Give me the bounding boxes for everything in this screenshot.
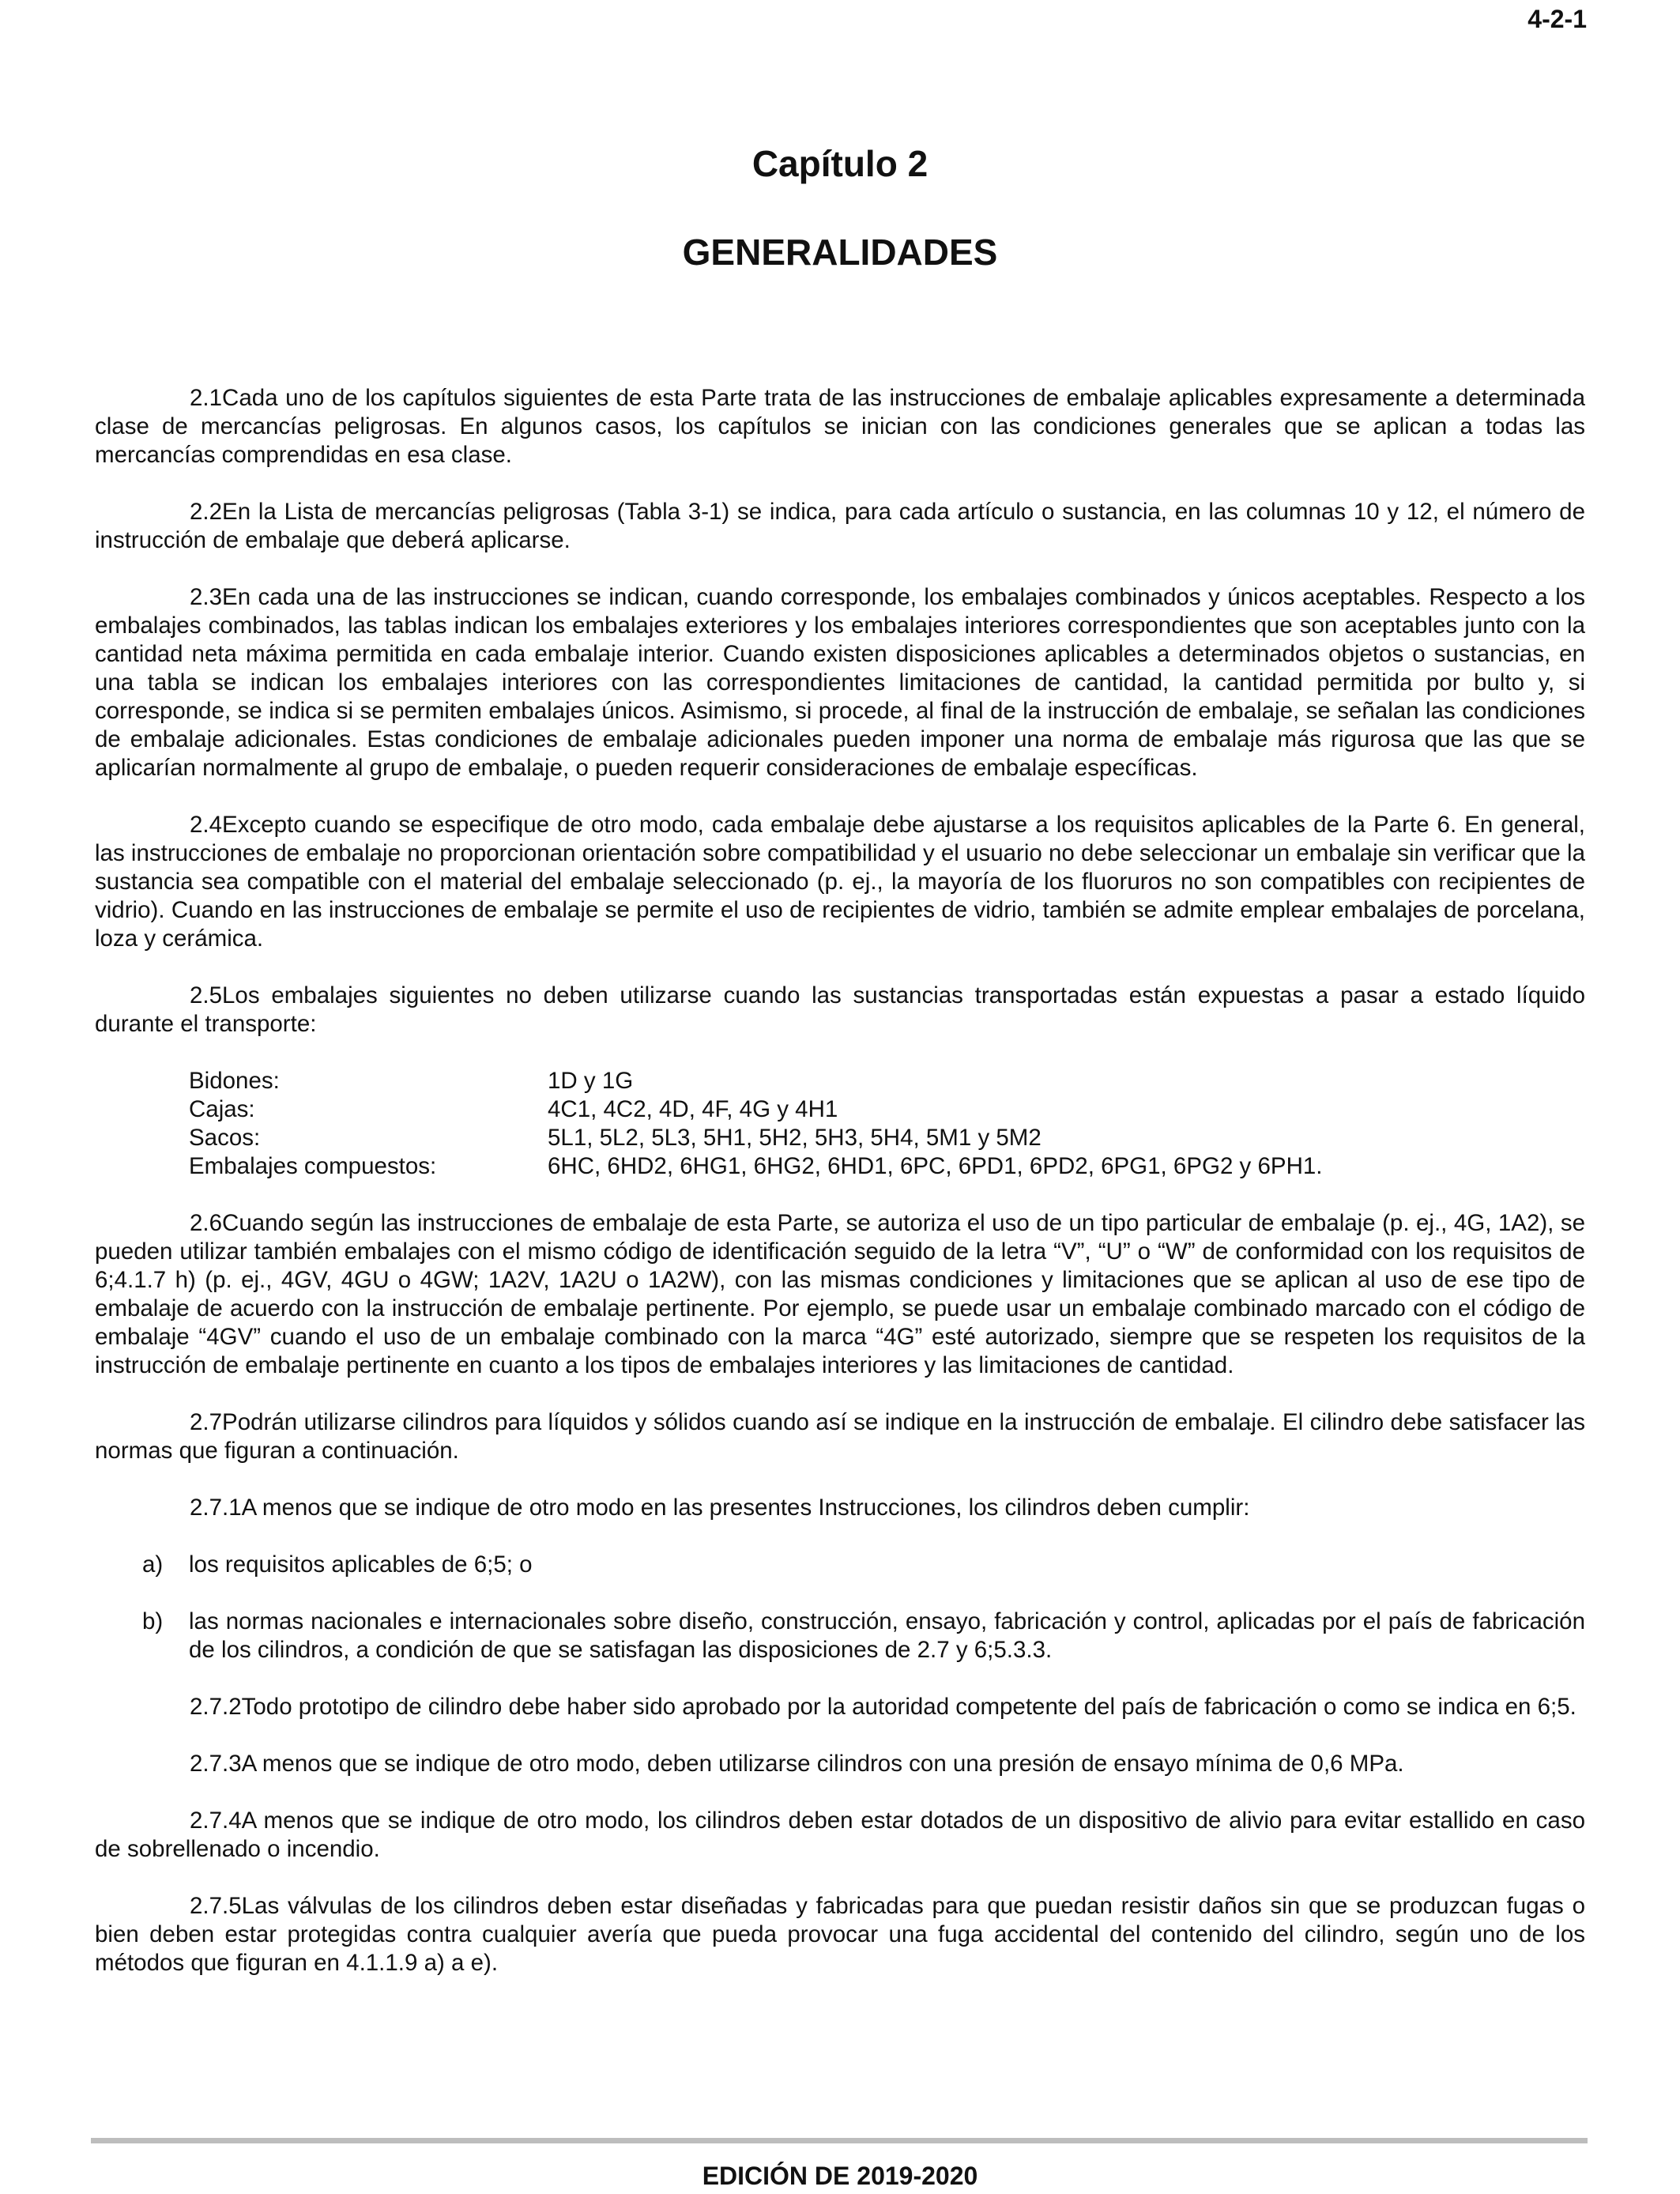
paragraph-text: Cuando según las instrucciones de embalaje de esta Parte, se autoriza el uso de un tipo particular de embalaje (p. ej., 4G, 1A2), se pueden utilizar también embalajes con el mismo código de identificación seguido de la letra “V”, “U” o “W” de conformidad con los requisitos de 6;4.1.7 h) (p. ej., 4GV, 4GU o 4GW; 1A2V, 1A2U o 1A2W), con las mismas condiciones y limitaciones que se aplican al uso de ese tipo de embalaje de acuerdo con la instrucción de embalaje pertinente. Por ejemplo, se puede usar un embalaje combinado marcado con el código de embalaje “4GV” cuando el uso de un embalaje combinado con la marca “4G” esté autorizado, siempre que se respeten los requisitos de la instrucción de embalaje pertinente en cuanto a los tipos de embalajes interiores y las limitaciones de cantidad. [95,1210,1585,1378]
paragraph-number: 2.6 [190,1210,223,1236]
document-body [95,384,1585,2006]
paragraph-2-7-1 [95,1494,1585,1522]
packaging-codes: 6HC, 6HD2, 6HG1, 6HG2, 6HD1, 6PC, 6PD1, 6PD2, 6PG1, 6PG2 y 6PH1. [548,1153,1323,1179]
list-item [189,1067,1323,1095]
list-item [189,1124,1323,1152]
paragraph-2-7-2 [95,1693,1585,1721]
paragraph-2-6 [95,1209,1585,1380]
paragraph-number: 2.5 [190,982,223,1008]
page-number: 4-2-1 [1527,5,1587,33]
footer-edition: EDICIÓN DE 2019-2020 [702,2162,978,2190]
item-marker: a) [142,1551,164,1578]
paragraph-number: 2.1 [190,385,223,411]
paragraph-2-5 [95,982,1585,1039]
paragraph-2-7-3 [95,1750,1585,1778]
packaging-codes: 5L1, 5L2, 5L3, 5H1, 5H2, 5H3, 5H4, 5M1 y 5M2 [548,1125,1042,1151]
footer-divider [91,2138,1588,2143]
item-text: las normas nacionales e internacionales sobre diseño, construcción, ensayo, fabricación y control, aplicadas por el país de fabricación de los cilindros, a condición de que se satisfagan las disposiciones de 2.7 y 6;5.3.3. [189,1608,1585,1663]
paragraph-text: En la Lista de mercancías peligrosas (Tabla 3-1) se indica, para cada artículo o sustancia, en las columnas 10 y 12, el número de instrucción de embalaje que deberá aplicarse. [95,499,1585,553]
packaging-codes: 4C1, 4C2, 4D, 4F, 4G y 4H1 [548,1096,838,1122]
list-item-a [95,1551,1585,1579]
packaging-label: Sacos: [189,1125,261,1151]
paragraph-2-1 [95,384,1585,469]
paragraph-number: 2.3 [190,584,223,610]
paragraph-text: Las válvulas de los cilindros deben estar diseñadas y fabricadas para que puedan resistir daños sin que se produzcan fugas o bien deben estar protegidas contra cualquier avería que pueda provocar una fuga accidental del contenido del cilindro, según uno de los métodos que figuran en 4.1.1.9 a) a e). [95,1893,1585,1976]
paragraph-2-7-4 [95,1807,1585,1864]
paragraph-text: Cada uno de los capítulos siguientes de esta Parte trata de las instrucciones de embalaje aplicables expresamente a determinada clase de mercancías peligrosas. En algunos casos, los capítulos se inician con las condiciones generales que se aplican a todas las mercancías comprendidas en esa clase. [95,385,1585,468]
paragraph-number: 2.2 [190,499,223,525]
chapter-title: Capítulo 2 [751,143,929,184]
paragraph-text: Todo prototipo de cilindro debe haber sido aprobado por la autoridad competente del país de fabricación o como se indica en 6;5. [241,1694,1576,1720]
paragraph-number: 2.7.4 [190,1808,242,1834]
list-item-b [95,1608,1585,1664]
paragraph-2-2 [95,498,1585,555]
paragraph-text: Los embalajes siguientes no deben utilizarse cuando las sustancias transportadas están expuestas a pasar a estado líquido durante el transporte: [95,982,1585,1037]
paragraph-2-3 [95,583,1585,782]
paragraph-2-7-5 [95,1892,1585,1977]
paragraph-text: A menos que se indique de otro modo en las presentes Instrucciones, los cilindros deben cumplir: [241,1495,1250,1521]
paragraph-number: 2.7 [190,1409,223,1435]
paragraph-2-7 [95,1408,1585,1465]
paragraph-number: 2.4 [190,812,223,838]
packaging-list [189,1067,1323,1181]
paragraph-number: 2.7.1 [190,1495,242,1521]
paragraph-number: 2.7.2 [190,1694,242,1720]
packaging-label: Embalajes compuestos: [189,1153,437,1179]
item-marker: b) [142,1608,164,1634]
paragraph-number: 2.7.3 [190,1751,242,1777]
paragraph-text: A menos que se indique de otro modo, deben utilizarse cilindros con una presión de ensayo mínima de 0,6 MPa. [241,1751,1404,1777]
packaging-label: Bidones: [189,1068,280,1094]
paragraph-2-4 [95,811,1585,953]
paragraph-text: Excepto cuando se especifique de otro modo, cada embalaje debe ajustarse a los requisitos aplicables de la Parte 6. En general, las instrucciones de embalaje no proporcionan orientación sobre compatibilidad y el usuario no debe seleccionar un embalaje sin verificar que la sustancia sea compatible con el material del embalaje seleccionado (p. ej., la mayoría de los fluoruros no son compatibles con recipientes de vidrio). Cuando en las instrucciones de embalaje se permite el uso de recipientes de vidrio, también se admite emplear embalajes de porcelana, loza y cerámica. [95,812,1585,952]
packaging-label: Cajas: [189,1096,255,1122]
chapter-subtitle: GENERALIDADES [682,232,998,273]
list-item [189,1095,1323,1124]
packaging-codes: 1D y 1G [548,1068,634,1094]
paragraph-text: A menos que se indique de otro modo, los cilindros deben estar dotados de un dispositivo de alivio para evitar estallido en caso de sobrellenado o incendio. [95,1808,1585,1862]
paragraph-text: En cada una de las instrucciones se indican, cuando corresponde, los embalajes combinados y únicos aceptables. Respecto a los embalajes combinados, las tablas indican los embalajes exteriores y los embalajes interiores correspondientes que son aceptables junto con la cantidad neta máxima permitida en cada embalaje interior. Cuando existen disposiciones aplicables a determinados objetos o sustancias, en una tabla se indican los embalajes interiores con las correspondientes limitaciones de cantidad, la cantidad permitida por bulto y, si corresponde, se indica si se permiten embalajes únicos. Asimismo, si procede, al final de la instrucción de embalaje, se señalan las condiciones de embalaje adicionales. Estas condiciones de embalaje adicionales pueden imponer una norma de embalaje más rigurosa que las que se aplicarían normalmente al grupo de embalaje, o pueden requerir consideraciones de embalaje específicas. [95,584,1585,781]
item-text: los requisitos aplicables de 6;5; o [189,1551,533,1578]
list-item [189,1152,1323,1181]
paragraph-number: 2.7.5 [190,1893,242,1919]
paragraph-text: Podrán utilizarse cilindros para líquidos y sólidos cuando así se indique en la instrucción de embalaje. El cilindro debe satisfacer las normas que figuran a continuación. [95,1409,1585,1464]
